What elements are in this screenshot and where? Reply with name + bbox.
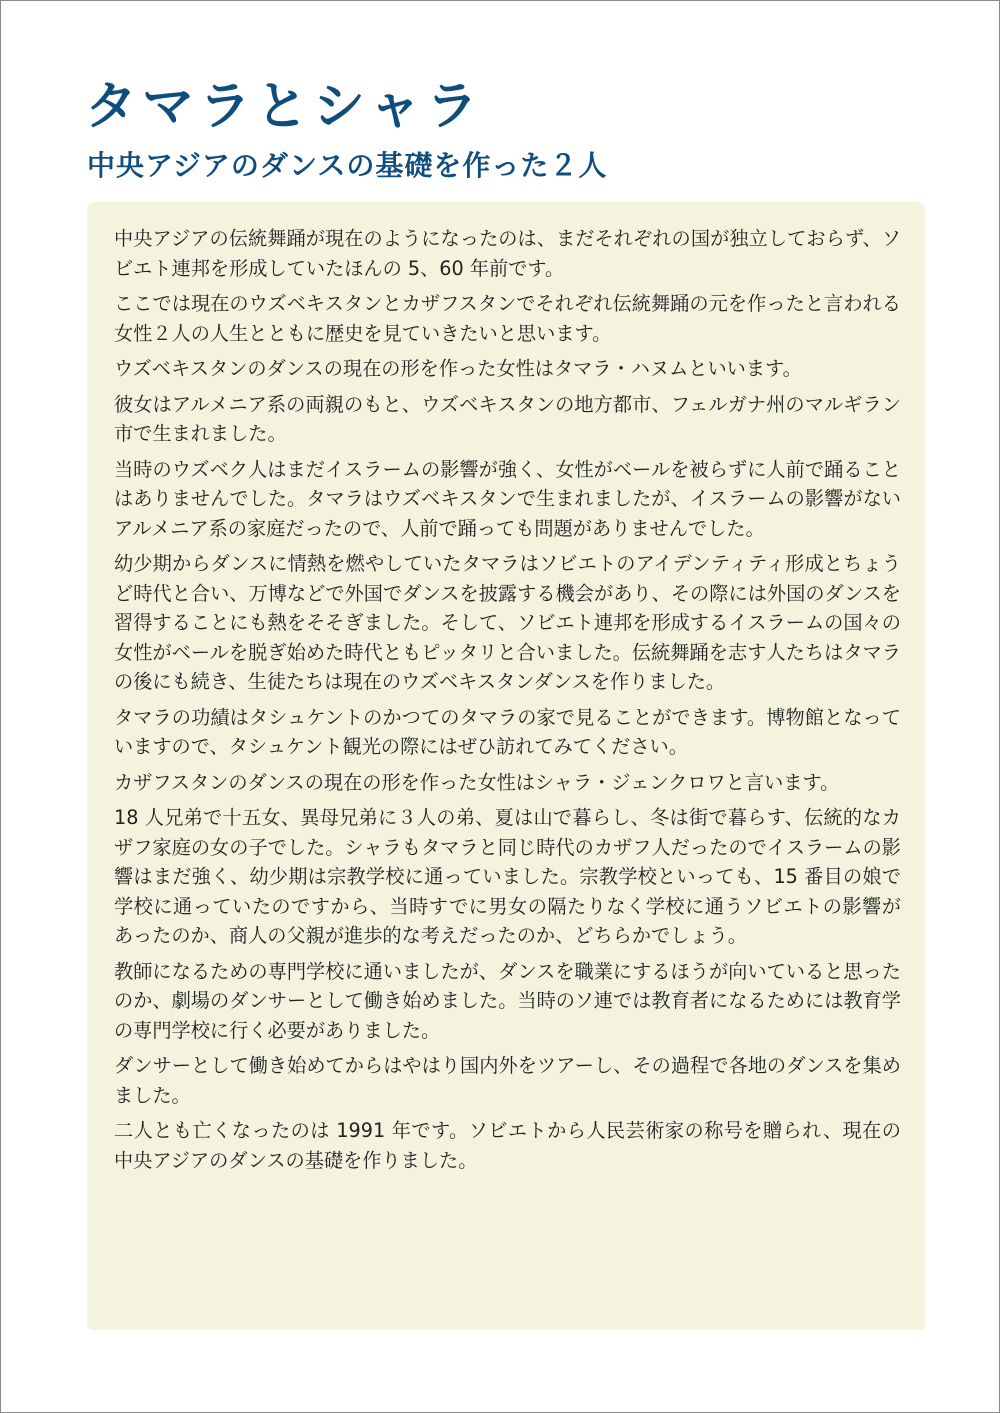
paragraph-12: 二人とも亡くなったのは 1991 年です。ソビエトから人民芸術家の称号を贈られ、現在の中央アジアのダンスの基礎を作りました。 [114, 1119, 901, 1172]
paragraph-2: ここでは現在のウズベキスタンとカザフスタンでそれぞれ伝統舞踊の元を作ったと言われる女性２人の人生とともに歴史を見ていきたいと思います。 [114, 292, 901, 345]
paragraph-9: 18 人兄弟で十五女、異母兄弟に３人の弟、夏は山で暮らし、冬は街で暮らす、伝統的なカザフ家庭の女の子でした。シャラもタマラと同じ時代のカザフ人だったのでイスラームの影響はまだ強く、幼少期は宗教学校に通っていました。宗教学校といっても、15 番目の娘で学校に通っていたのですから、当時すでに男女の隔たりなく学校に通うソビエトの影響があったのか、商人の父親が進歩的な考えだったのか、どちらかでしょう。 [114, 806, 901, 947]
paragraph-6: 幼少期からダンスに情熱を燃やしていたタマラはソビエトのアイデンティティ形成とちょうど時代と合い、万博などで外国でダンスを披露する機会があり、その際には外国のダンスを習得することにも熱をそそぎました。そして、ソビエト連邦を形成するイスラームの国々の女性がベールを脱ぎ始めた時代ともピッタリと合いました。伝統舞踊を志す人たちはタマラの後にも続き、生徒たちは現在のウズベキスタンダンスを作りました。 [114, 552, 901, 693]
page-title: タマラとシャラ [85, 77, 483, 137]
paragraph-8: カザフスタンのダンスの現在の形を作った女性はシャラ・ジェンクロワと言います。 [114, 770, 840, 794]
paragraph-3: ウズベキスタンのダンスの現在の形を作った女性はタマラ・ハヌムといいます。 [114, 357, 802, 380]
paragraph-10: 教師になるための専門学校に通いましたが、ダンスを職業にするほうが向いていると思ったのか、劇場のダンサーとして働き始めました。当時のソ連では教育者になるためには教育学の専門学校に行く必要がありました。 [114, 959, 901, 1042]
paragraph-5: 当時のウズベク人はまだイスラームの影響が強く、女性がベールを被らずに人前で踊ることはありませんでした。タマラはウズベキスタンで生まれましたが、イスラームの影響がないアルメニア系の家庭だったので、人前で踊っても問題がありませんでした。 [114, 457, 901, 540]
article-body [87, 202, 925, 1330]
paragraph-4: 彼女はアルメニア系の両親のもと、ウズベキスタンの地方都市、フェルガナ州のマルギラン市で生まれました。 [114, 392, 901, 445]
paragraph-7: タマラの功績はタシュケントのかつてのタマラの家で見ることができます。博物館となっていますので、タシュケント観光の際にはぜひ訪れてみてください。 [114, 705, 901, 758]
paragraph-1: 中央アジアの伝統舞踊が現在のようになったのは、まだそれぞれの国が独立しておらず、ソビエト連邦を形成していたほんの 5、60 年前です。 [114, 227, 901, 280]
paragraph-11: ダンサーとして働き始めてからはやはり国内外をツアーし、その過程で各地のダンスを集めました。 [114, 1054, 901, 1107]
page-subtitle: 中央アジアのダンスの基礎を作った２人 [87, 149, 608, 182]
